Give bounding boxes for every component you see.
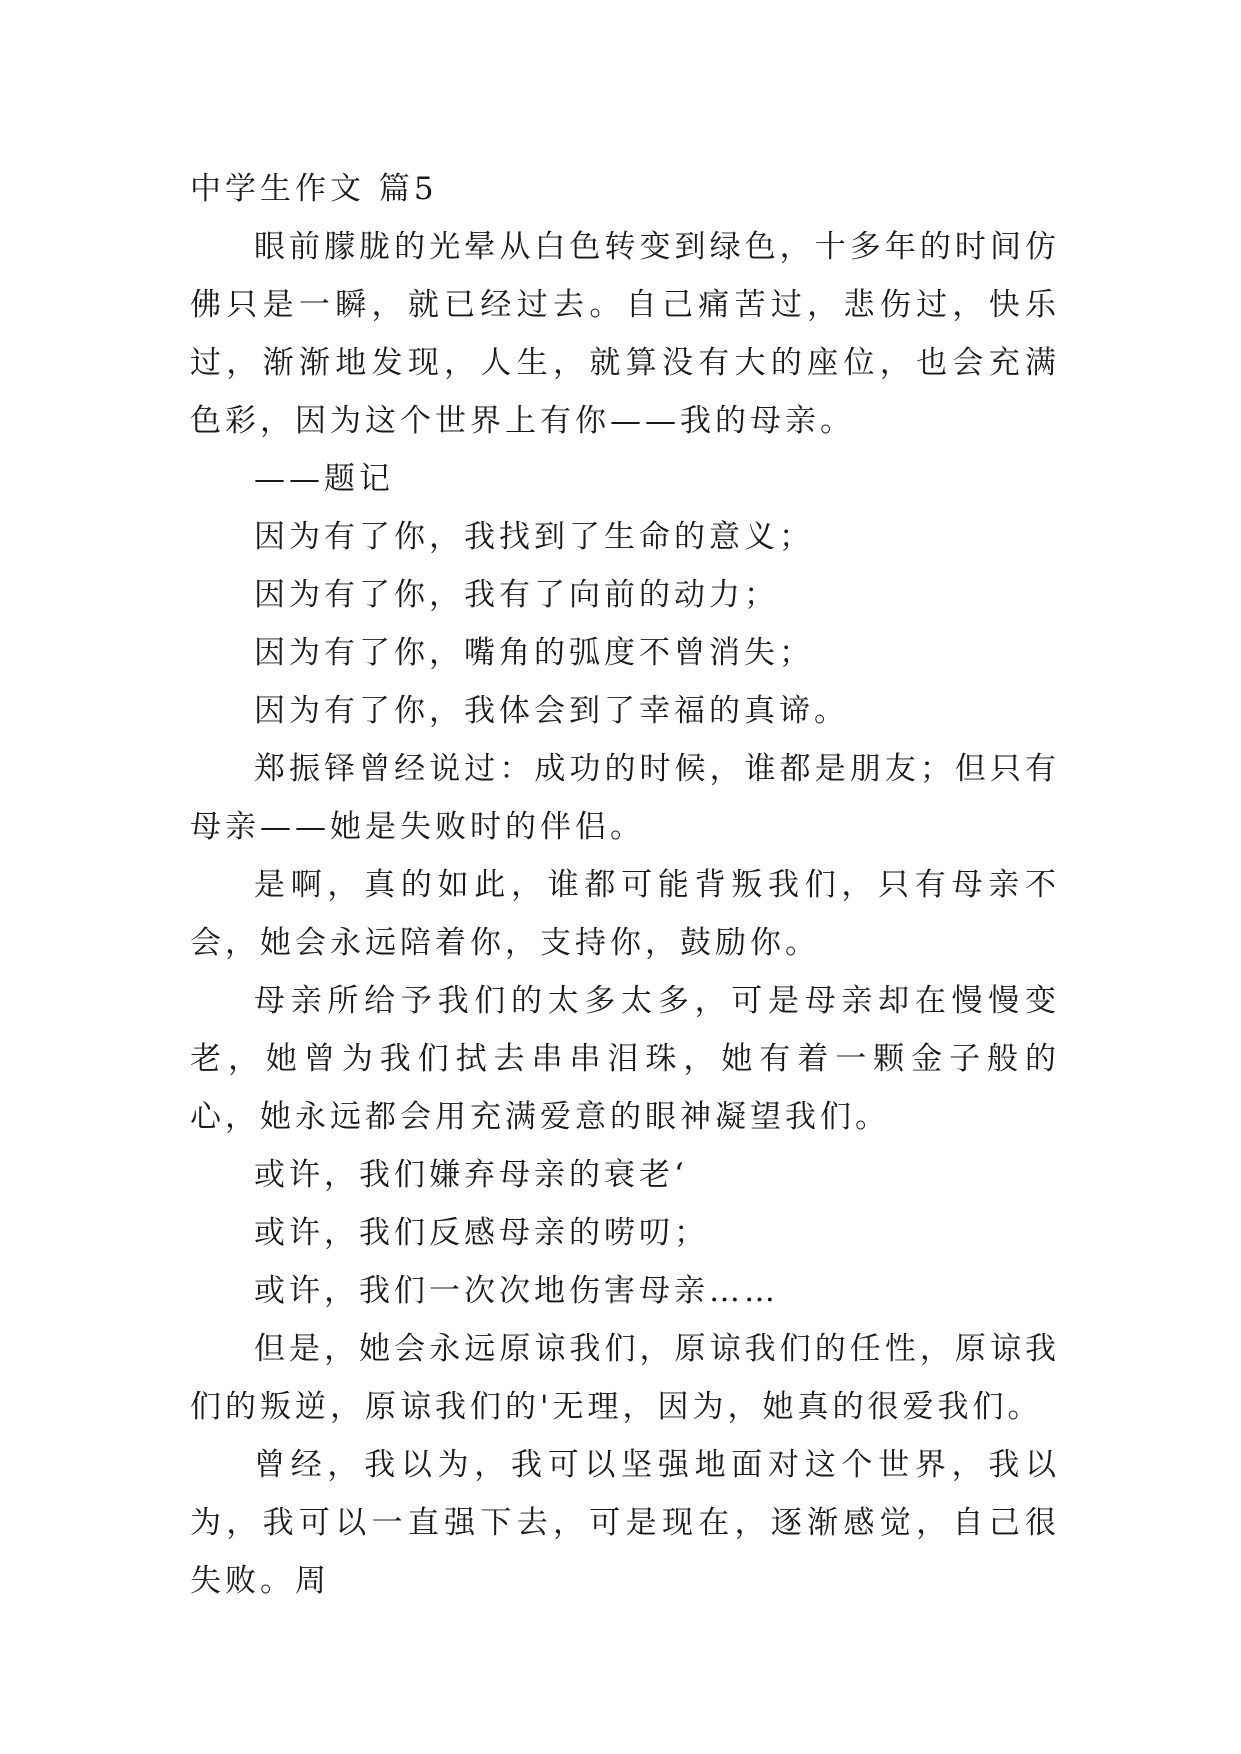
paragraph-intro: 眼前朦胧的光晕从白色转变到绿色，十多年的时间仿佛只是一瞬，就已经过去。自己痛苦过，悲伤过，快乐过，渐渐地发现，人生，就算没有大的座位，也会充满色彩，因为这个世界上有你——我的母亲。 <box>190 229 1060 439</box>
paragraph: 母亲所给予我们的太多太多，可是母亲却在慢慢变老，她曾为我们拭去串串泪珠，她有着一颗金子般的心，她永远都会用充满爱意的眼神凝望我们。 <box>190 983 1060 1135</box>
paragraph: 曾经，我以为，我可以坚强地面对这个世界，我以为，我可以一直强下去，可是现在，逐渐感觉，自己很失败。周 <box>190 1447 1060 1599</box>
paragraph-line: 因为有了你，我体会到了幸福的真谛。 <box>254 693 849 729</box>
essay-title: 中学生作文 篇5 <box>190 171 438 207</box>
paragraph-epigraph-note: ——题记 <box>254 461 394 497</box>
paragraph: 但是，她会永远原谅我们，原谅我们的任性，原谅我们的叛逆，原谅我们的'无理，因为，她真的很爱我们。 <box>190 1331 1060 1425</box>
paragraph-line: 因为有了你，我找到了生命的意义； <box>254 519 814 555</box>
paragraph-quote: 郑振铎曾经说过：成功的时候，谁都是朋友；但只有母亲——她是失败时的伴侣。 <box>190 751 1060 845</box>
paragraph-line: 或许，我们反感母亲的唠叨； <box>254 1215 709 1251</box>
document-body <box>190 160 1060 1610</box>
paragraph: 是啊，真的如此，谁都可能背叛我们，只有母亲不会，她会永远陪着你，支持你，鼓励你。 <box>190 867 1060 961</box>
paragraph-line: 或许，我们一次次地伤害母亲…… <box>254 1273 779 1309</box>
paragraph-line: 因为有了你，嘴角的弧度不曾消失； <box>254 635 814 671</box>
paragraph-line: 因为有了你，我有了向前的动力； <box>254 577 779 613</box>
paragraph-line: 或许，我们嫌弃母亲的衰老‘ <box>254 1157 688 1193</box>
